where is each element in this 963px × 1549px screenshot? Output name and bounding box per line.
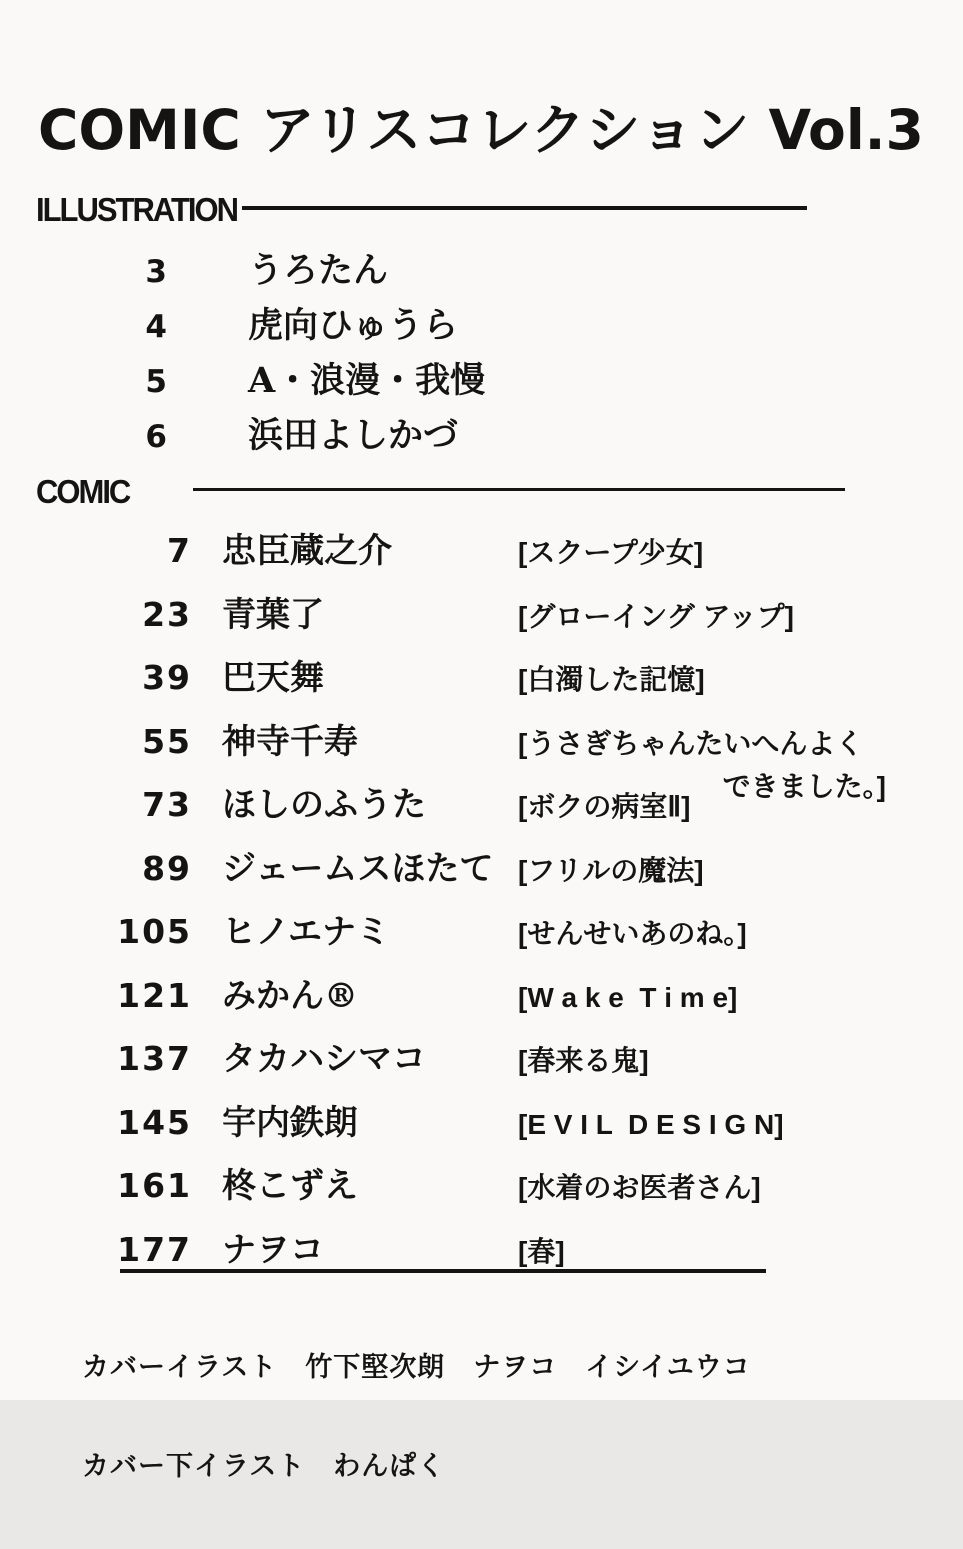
comic-story-title: [E V I L D E S I G N] <box>518 1108 784 1140</box>
comic-artist-name: みかん® <box>222 975 358 1016</box>
comic-artist-name: 宇内鉄朗 <box>222 1102 358 1143</box>
comic-entry <box>40 650 886 714</box>
book-title: COMIC アリスコレクション Vol.3 <box>38 98 924 162</box>
illustration-entry <box>40 243 485 298</box>
illustration-entry <box>40 353 485 408</box>
comic-page-number: 39 <box>142 658 192 697</box>
comic-section-header <box>36 474 845 510</box>
comic-story-title: [うさぎちゃんたいへんよく <box>518 727 864 759</box>
comic-entry <box>40 1095 886 1159</box>
comic-artist-name: ほしのふうた <box>222 785 426 825</box>
comic-artist-name: 神寺千寿 <box>222 721 358 762</box>
comic-entry <box>40 714 886 802</box>
comic-artist-name: ヒノエナミ <box>222 912 390 952</box>
comic-page-number: 89 <box>142 848 192 888</box>
comic-title-block <box>518 658 886 698</box>
comic-page-number: 23 <box>142 594 192 634</box>
comic-entry <box>40 904 886 968</box>
comic-story-title: [ボクの病室Ⅱ] <box>518 791 691 822</box>
comic-title-block <box>518 531 886 571</box>
illustration-entry <box>40 298 485 353</box>
comic-heading: COMIC <box>36 472 130 511</box>
comic-artist-name: タカハシマコ <box>222 1039 426 1079</box>
illustration-rule <box>242 206 807 210</box>
comic-page-number: 177 <box>117 1229 192 1269</box>
comic-title-block <box>518 912 886 952</box>
comic-artist-name: 忠臣蔵之介 <box>222 531 392 571</box>
illustration-artist-name: うろたん <box>248 250 389 291</box>
comic-page-number: 121 <box>117 975 192 1015</box>
comic-entry <box>40 1031 886 1095</box>
comic-page-number: 73 <box>142 785 192 824</box>
comic-list <box>40 523 886 1285</box>
under-cover-illustration-credit: カバー下イラスト わんぱく <box>82 1451 446 1481</box>
comic-title-block <box>518 982 886 1014</box>
illustration-page-number: 6 <box>145 419 168 455</box>
illustration-heading: ILLUSTRATION <box>36 190 238 229</box>
comic-rule <box>193 488 845 491</box>
cover-credits <box>82 1285 751 1549</box>
comic-entry <box>40 1222 886 1286</box>
illustration-page-number: 5 <box>145 364 168 400</box>
illustration-artist-name: A・浪漫・我慢 <box>248 360 486 401</box>
footer-divider <box>120 1269 766 1273</box>
comic-entry <box>40 968 886 1032</box>
comic-page-number: 105 <box>117 912 192 951</box>
comic-story-title: [せんせいあのね。] <box>518 918 747 949</box>
comic-story-title: [グローイング アップ] <box>518 600 794 632</box>
comic-artist-name: 青葉了 <box>222 594 324 635</box>
comic-story-title-line2: できました。] <box>722 770 886 802</box>
illustration-page-number: 4 <box>145 309 168 345</box>
comic-title-block <box>518 595 886 635</box>
comic-entry <box>40 587 886 651</box>
cover-illustration-credit: カバーイラスト 竹下堅次朗 ナヲコ イシイユウコ <box>82 1352 751 1382</box>
comic-page-number: 137 <box>117 1039 192 1078</box>
comic-entry <box>40 841 886 905</box>
comic-artist-name: 巴天舞 <box>222 658 324 698</box>
comic-title-block <box>518 785 886 825</box>
comic-story-title: [水着のお医者さん] <box>518 1172 761 1203</box>
comic-page-number: 161 <box>117 1166 192 1205</box>
comic-title-block <box>518 1230 886 1270</box>
illustration-artist-name: 虎向ひゅうら <box>248 305 459 346</box>
comic-entry <box>40 1158 886 1222</box>
illustration-section-header <box>36 192 807 228</box>
illustration-entry <box>40 408 485 463</box>
comic-entry <box>40 523 886 587</box>
illustration-list <box>40 243 485 463</box>
comic-story-title: [春来る鬼] <box>518 1045 649 1076</box>
comic-story-title: [スクープ少女] <box>518 537 704 568</box>
illustration-page-number: 3 <box>145 254 168 290</box>
illustration-artist-name: 浜田よしかづ <box>248 415 459 456</box>
comic-artist-name: ジェームスほたて <box>222 848 494 889</box>
comic-entry <box>40 777 886 841</box>
comic-artist-name: 柊こずえ <box>222 1166 358 1206</box>
comic-title-block <box>518 849 886 889</box>
comic-title-block <box>518 1039 886 1079</box>
comic-page-number: 7 <box>167 531 192 570</box>
comic-story-title: [白濁した記憶] <box>518 664 705 695</box>
comic-story-title: [春] <box>518 1235 565 1267</box>
comic-title-block <box>518 1109 886 1141</box>
comic-story-title: [W a k e T i m e] <box>518 981 738 1013</box>
comic-artist-name: ナヲコ <box>222 1229 324 1270</box>
comic-page-number: 55 <box>142 721 192 761</box>
comic-story-title: [フリルの魔法] <box>518 854 704 886</box>
comic-title-block <box>518 1166 886 1206</box>
comic-page-number: 145 <box>117 1102 192 1142</box>
